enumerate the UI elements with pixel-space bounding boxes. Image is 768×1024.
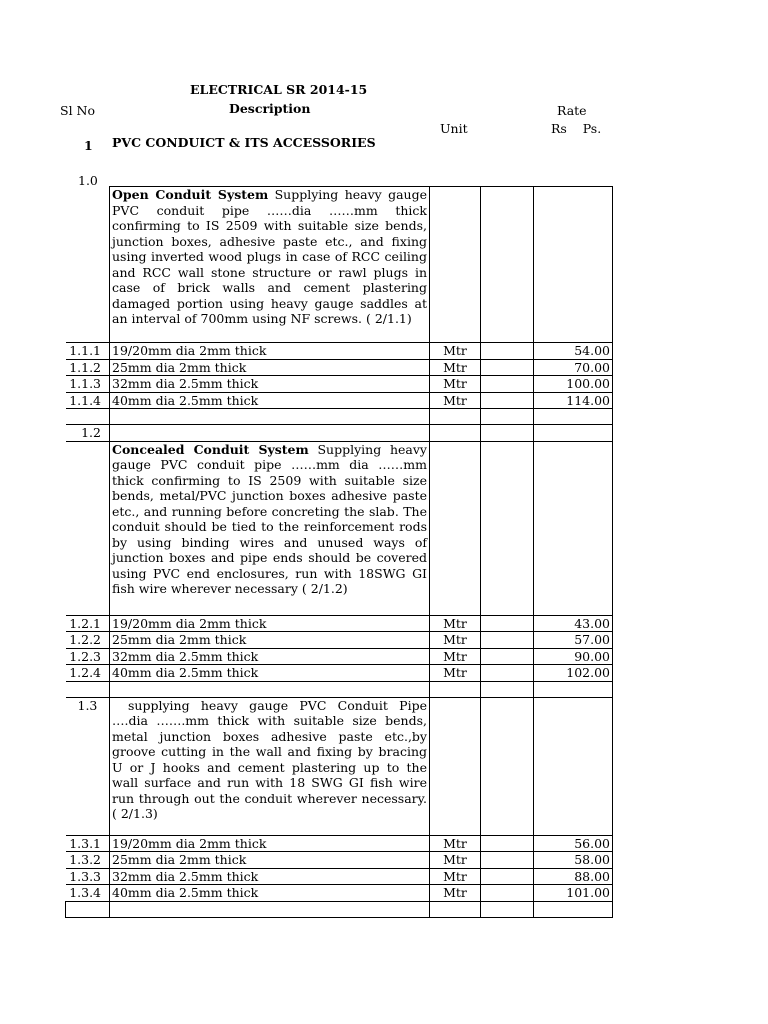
table-row: 1.1.3 32mm dia 2.5mm thick Mtr 100.00 [66,376,613,393]
unit-header: Unit [440,121,468,136]
table-row: 1.3.2 25mm dia 2mm thick Mtr 58.00 [66,852,613,869]
rs-ps-header: Rs Ps. [551,121,602,136]
table-row [66,441,613,615]
blank-row [66,681,613,697]
table-row: 1.3.1 19/20mm dia 2mm thick Mtr 56.00 [66,835,613,852]
blank-row [66,409,613,425]
section-number: 1 [84,138,93,153]
table-row: 1.3.4 40mm dia 2.5mm thick Mtr 101.00 [66,885,613,902]
table-row: 1.2.1 19/20mm dia 2mm thick Mtr 43.00 [66,615,613,632]
table-row: 1.3.3 32mm dia 2.5mm thick Mtr 88.00 [66,868,613,885]
sl-no-header: Sl No [60,103,95,118]
description-header: Description [229,101,311,116]
rate-header: Rate [557,103,587,118]
blank-row [66,901,613,917]
table-row: 1.2.3 32mm dia 2.5mm thick Mtr 90.00 [66,648,613,665]
table-row: 1.1.4 40mm dia 2.5mm thick Mtr 114.00 [66,392,613,409]
document-title: ELECTRICAL SR 2014-15 [190,82,368,97]
table-row: 1.1.1 19/20mm dia 2mm thick Mtr 54.00 [66,343,613,360]
section-title: PVC CONDUICT & ITS ACCESSORIES [112,135,376,150]
item-description: Open Conduit System Supplying heavy gauge PVC conduit pipe ……dia ……mm thick confirming to IS 2509 with suitable size bends, junction boxes, adhesive paste etc., and fixing using inverted wood plugs in case of RCC ceiling and RCC wall stone structure or rawl plugs in case of brick walls and cement plastering damaged portion using heavy gauge saddles at an interval of 700mm using NF screws. ( 2/1.1) [110,187,430,343]
table-row: 1.2.2 25mm dia 2mm thick Mtr 57.00 [66,632,613,649]
item-description: Concealed Conduit System Supplying heavy gauge PVC conduit pipe ……mm dia ……mm thick confirming to IS 2509 with suitable size bends, metal/PVC junction boxes adhesive paste etc., and running before concreting the slab. The conduit should be tied to the reinforcement rods by using binding wires and unused ways of junction boxes and pipe ends should be covered using PVC end enclosures, run with 18SWG GI fish wire wherever necessary ( 2/1.2) [110,441,430,615]
table-row: 1.2 [66,425,613,442]
group-sl-1-0: 1.0 [78,173,98,188]
table-row: 1.1.2 25mm dia 2mm thick Mtr 70.00 [66,359,613,376]
table-row: 1.2.4 40mm dia 2.5mm thick Mtr 102.00 [66,665,613,682]
item-description: supplying heavy gauge PVC Conduit Pipe ….dia …….mm thick with suitable size bends, metal junction boxes adhesive paste etc.,by groove cutting in the wall and fixing by bracing U or J hooks and cement plastering up to the wall surface and run with 18 SWG GI fish wire run through out the conduit wherever necessary.( 2/1.3) [110,697,430,835]
table-row [66,187,613,343]
table-row: 1.3 supplying heavy gauge PVC Conduit Pipe ….dia …….mm thick with suitable size bends, metal junction boxes adhesive paste etc.,by groove cutting in the wall and fixing by bracing U or J hooks and cement plastering up to the wall surface and run with 18 SWG GI fish wire run through out the conduit wherever necessary.( 2/1.3) [66,697,613,835]
rates-table [65,186,613,918]
